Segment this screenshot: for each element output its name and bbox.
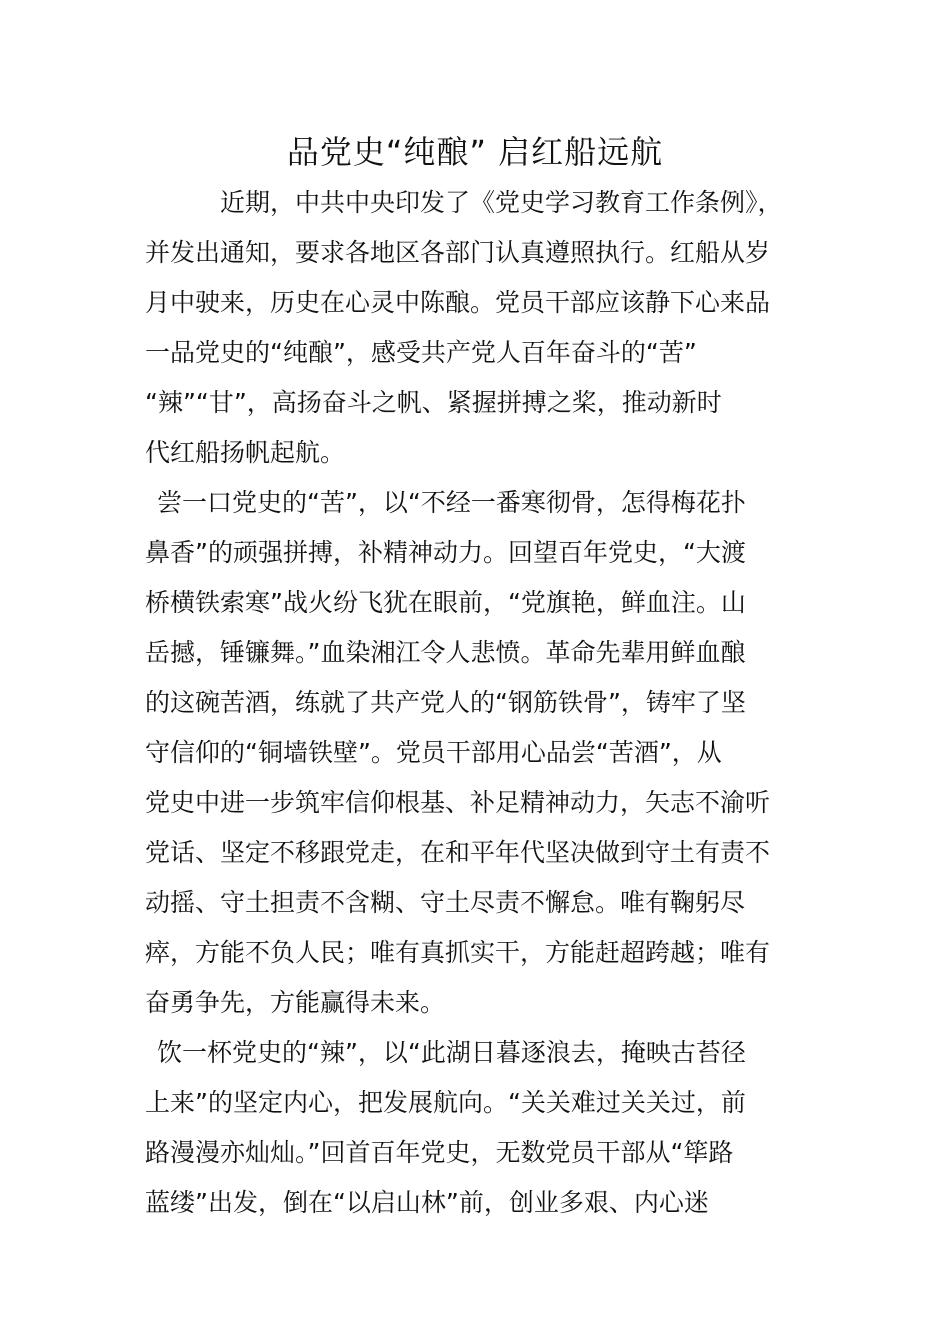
paragraph-line: “辣”“甘”，高扬奋斗之帆、紧握拼搏之桨，推动新时: [145, 388, 722, 417]
paragraph-line: 并发出通知，要求各地区各部门认真遵照执行。红船从岁: [145, 238, 771, 267]
paragraph-line: 月中驶来，历史在心灵中陈酿。党员干部应该静下心来品: [145, 288, 771, 317]
paragraph-line: 党话、坚定不移跟党走，在和平年代坚决做到守土有责不: [145, 838, 771, 867]
paragraph-line: 路漫漫亦灿灿。”回首百年党史，无数党员干部从“筚路: [145, 1138, 734, 1167]
paragraph-2: [145, 478, 807, 1028]
paragraph-line: 瘁，方能不负人民；唯有真抓实干，方能赶超跨越；唯有: [145, 938, 771, 967]
paragraph-line: 近期，中共中央印发了《党史学习教育工作条例》，: [220, 188, 783, 217]
paragraph-line: 动摇、守土担责不含糊、守土尽责不懈怠。唯有鞠躬尽: [145, 888, 746, 917]
paragraph-line: 鼻香”的顽强拼搏，补精神动力。回望百年党史，“大渡: [145, 538, 746, 567]
paragraph-3: [145, 1028, 807, 1228]
paragraph-line: 守信仰的“铜墙铁壁”。党员干部用心品尝“苦酒”，从: [145, 738, 722, 767]
paragraph-line: 尝一口党史的“苦”，以“不经一番寒彻骨，怎得梅花扑: [157, 488, 746, 517]
paragraph-line: 岳撼，锤镰舞。”血染湘江令人悲愤。革命先辈用鲜血酿: [145, 638, 746, 667]
paragraph-line: 代红船扬帆起航。: [145, 438, 346, 467]
document-body: [145, 178, 807, 1228]
paragraph-1: [145, 178, 807, 478]
document-title: 品党史“纯酿” 启红船远航: [286, 133, 664, 171]
paragraph-line: 桥横铁索寒”战火纷飞犹在眼前，“党旗艳，鲜血注。山: [145, 588, 746, 617]
paragraph-line: 党史中进一步筑牢信仰根基、补足精神动力，矢志不渝听: [145, 788, 771, 817]
paragraph-line: 奋勇争先，方能赢得未来。: [145, 988, 446, 1017]
paragraph-line: 蓝缕”出发，倒在“以启山林”前，创业多艰、内心迷: [145, 1188, 709, 1217]
paragraph-line: 一品党史的“纯酿”，感受共产党人百年奋斗的“苦”: [145, 338, 697, 367]
paragraph-line: 上来”的坚定内心，把发展航向。“关关难过关关过，前: [145, 1088, 746, 1117]
paragraph-line: 的这碗苦酒，练就了共产党人的“钢筋铁骨”，铸牢了坚: [145, 688, 746, 717]
paragraph-line: 饮一杯党史的“辣”，以“此湖日暮逐浪去，掩映古苔径: [157, 1038, 746, 1067]
